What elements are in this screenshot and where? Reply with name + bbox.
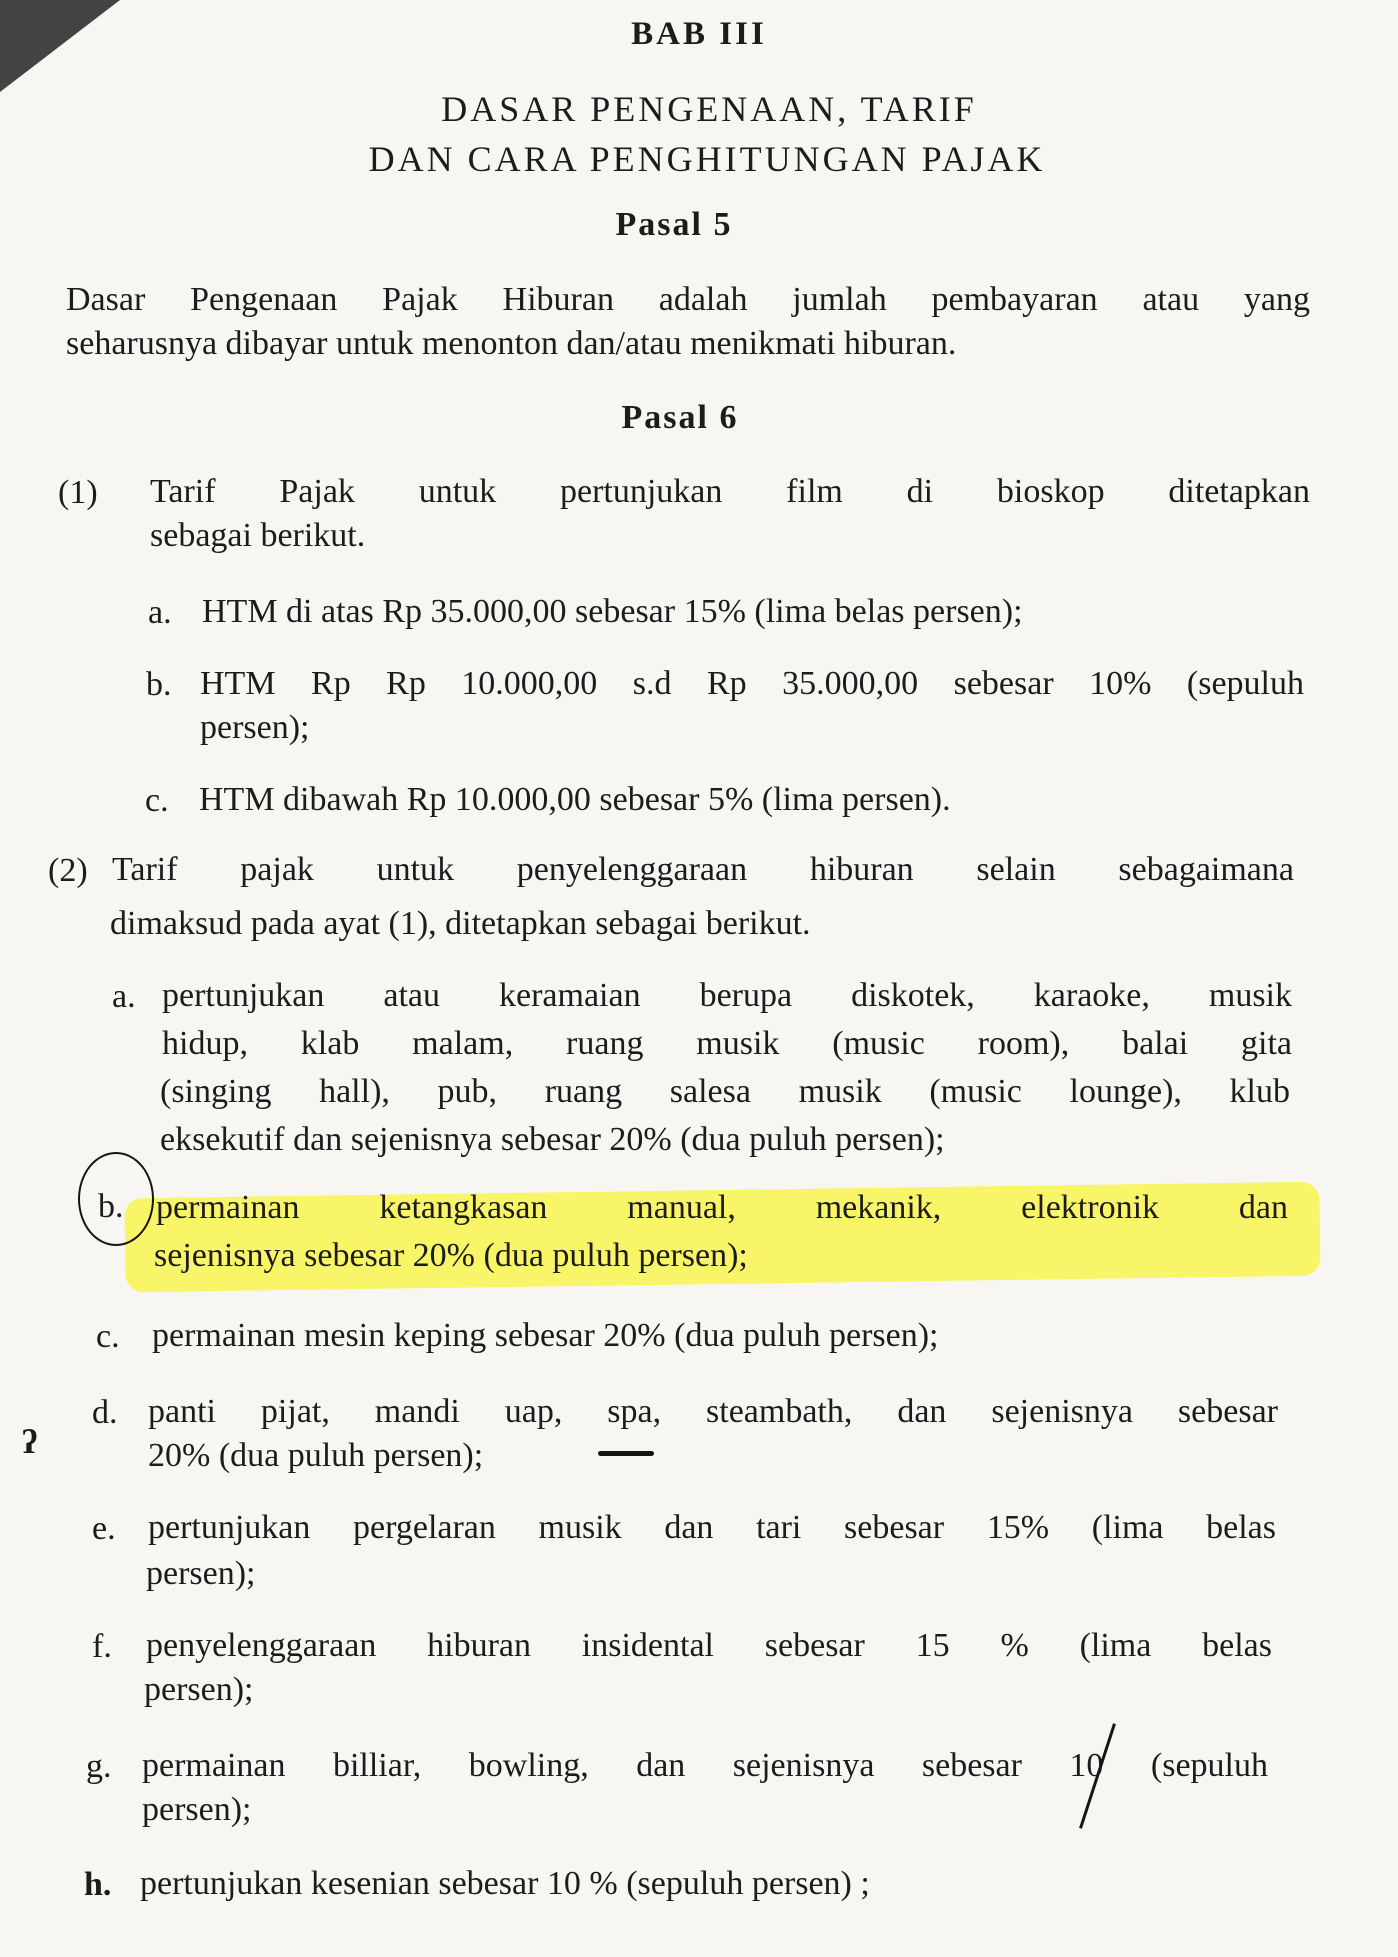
ayat-2-item-g-line-2: persen);: [142, 1791, 252, 1828]
ayat-2-item-b-label: b.: [98, 1188, 124, 1225]
ayat-1-item-b-line-1: HTM Rp Rp 10.000,00 s.d Rp 35.000,00 sebesar 10% (sepuluh: [200, 665, 1304, 702]
handwritten-arrow-mark: [598, 1451, 654, 1456]
ayat-2-item-a-line-3: (singing hall), pub, ruang salesa musik (music lounge), klub: [160, 1073, 1290, 1110]
ayat-2-number: (2): [48, 852, 88, 889]
chapter-title-line-2: DAN CARA PENGHITUNGAN PAJAK: [368, 139, 1046, 179]
ayat-1-line-1: Tarif Pajak untuk pertunjukan film di bioskop ditetapkan: [150, 473, 1310, 510]
ayat-1-number: (1): [58, 474, 98, 511]
ayat-2-item-d-line-1: panti pijat, mandi uap, spa, steambath, dan sejenisnya sebesar: [148, 1393, 1278, 1430]
ayat-2-item-f-line-1: penyelenggaraan hiburan insidental sebesar 15 % (lima belas: [146, 1627, 1272, 1664]
ayat-1-item-c-label: c.: [145, 782, 169, 819]
ayat-2-item-c-line-1: permainan mesin keping sebesar 20% (dua puluh persen);: [152, 1317, 939, 1354]
ayat-2-item-e-line-2: persen);: [146, 1555, 256, 1592]
ayat-2-line-1: Tarif pajak untuk penyelenggaraan hiburan selain sebagaimana: [112, 851, 1294, 888]
ayat-2-item-d-label: d.: [92, 1394, 118, 1431]
ayat-2-item-e-label: e.: [92, 1510, 116, 1547]
ayat-2-item-h-label: h.: [84, 1866, 112, 1903]
ayat-2-item-b-line-1: permainan ketangkasan manual, mekanik, elektronik dan: [156, 1189, 1288, 1226]
ayat-2-line-2: dimaksud pada ayat (1), ditetapkan sebagai berikut.: [110, 905, 811, 942]
ayat-2-item-e-line-1: pertunjukan pergelaran musik dan tari sebesar 15% (lima belas: [148, 1509, 1276, 1546]
ayat-2-item-h-line-1: pertunjukan kesenian sebesar 10 % (sepuluh persen) ;: [140, 1865, 870, 1902]
margin-handwritten-mark: ʔ: [22, 1424, 38, 1461]
ayat-2-item-g-line-1: permainan billiar, bowling, dan sejenisnya sebesar 10 (sepuluh: [142, 1747, 1268, 1784]
ayat-1-item-b-label: b.: [146, 666, 172, 703]
pasal-5-heading: Pasal 5: [615, 206, 733, 243]
ayat-2-item-b-line-2: sejenisnya sebesar 20% (dua puluh persen);: [154, 1237, 748, 1274]
ayat-2-item-c-label: c.: [96, 1318, 120, 1355]
ayat-1-item-c-line-1: HTM dibawah Rp 10.000,00 sebesar 5% (lima persen).: [199, 781, 951, 818]
ayat-1-item-a-line-1: HTM di atas Rp 35.000,00 sebesar 15% (lima belas persen);: [202, 593, 1023, 630]
ayat-2-item-a-line-2: hidup, klab malam, ruang musik (music room), balai gita: [162, 1025, 1292, 1062]
pasal-5-line-2: seharusnya dibayar untuk menonton dan/atau menikmati hiburan.: [66, 325, 957, 362]
ayat-1-item-b-line-2: persen);: [200, 709, 310, 746]
ayat-1-line-2: sebagai berikut.: [150, 517, 366, 554]
chapter-title-line-1: DASAR PENGENAAN, TARIF: [441, 89, 977, 129]
ayat-2-item-f-label: f.: [92, 1628, 112, 1665]
chapter-heading: BAB III: [631, 16, 767, 52]
pasal-5-line-1: Dasar Pengenaan Pajak Hiburan adalah jumlah pembayaran atau yang: [66, 281, 1310, 318]
ayat-2-item-a-label: a.: [112, 978, 136, 1015]
ayat-2-item-a-line-1: pertunjukan atau keramaian berupa diskotek, karaoke, musik: [162, 977, 1292, 1014]
ayat-2-item-g-label: g.: [86, 1748, 112, 1785]
ayat-1-item-a-label: a.: [148, 594, 172, 631]
ayat-2-item-f-line-2: persen);: [144, 1671, 254, 1708]
ayat-2-item-d-line-2: 20% (dua puluh persen);: [148, 1437, 484, 1474]
ayat-2-item-a-line-4: eksekutif dan sejenisnya sebesar 20% (dua puluh persen);: [160, 1121, 945, 1158]
pasal-6-heading: Pasal 6: [621, 399, 739, 436]
